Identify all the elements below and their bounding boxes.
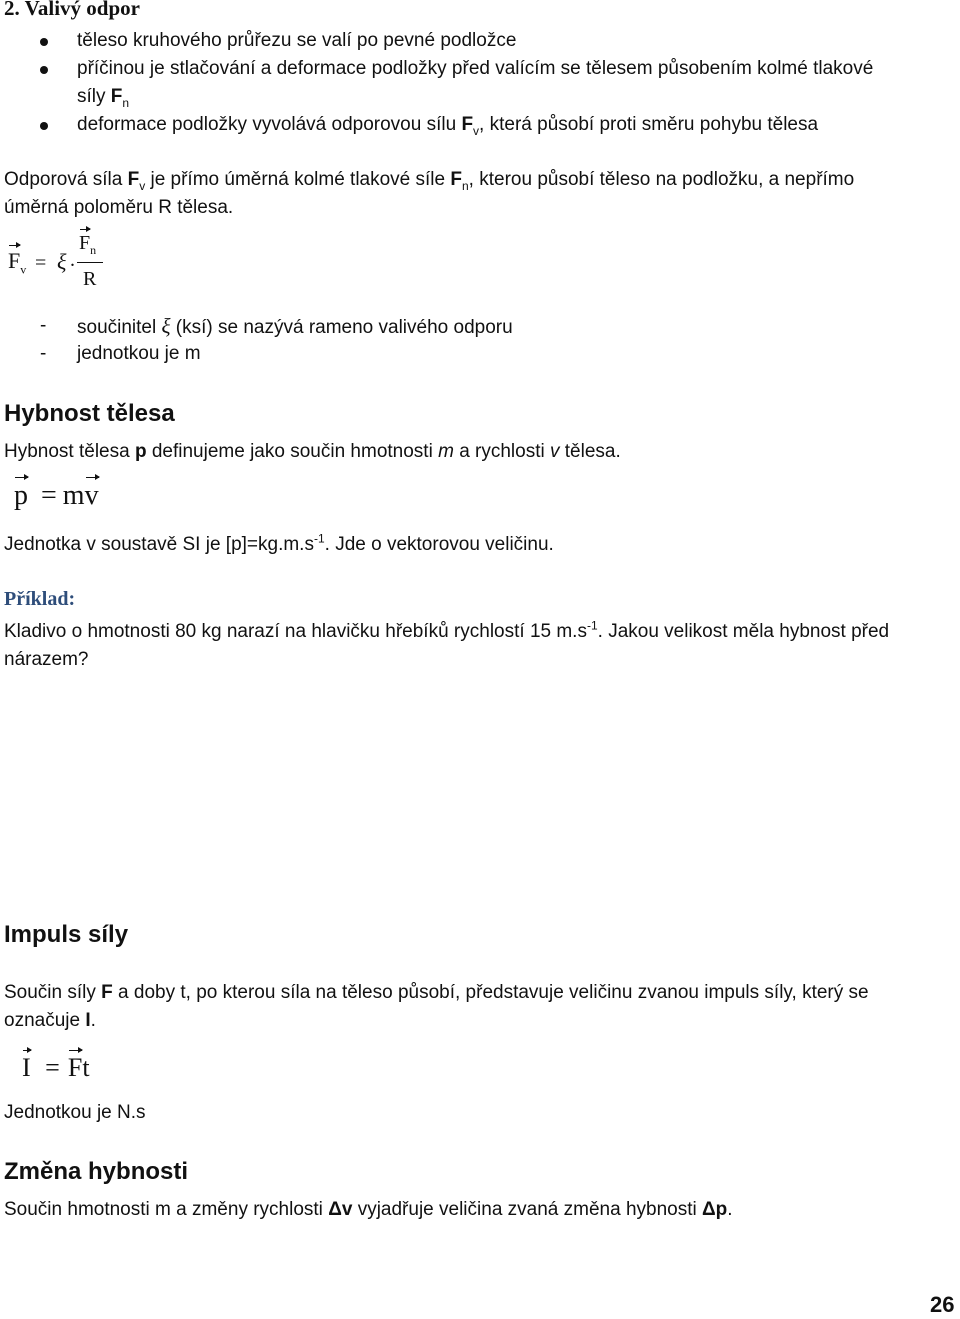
bullet-marker bbox=[40, 66, 48, 74]
bullet-item: těleso kruhového průřezu se valí po pevné podložce bbox=[77, 30, 517, 51]
rolling-paragraph-line1: Odporová síla $F_v$ je přímo úměrná kolmé tlakové síle $F_n$, kterou působí těleso na podložku, a nepřímo bbox=[4, 169, 855, 193]
formula-numerator: $F_n$ bbox=[79, 232, 97, 257]
bullet-item: příčinou je stlačování a deformace podložky před valícím se tělesem působením kolmé tlakové bbox=[77, 58, 874, 79]
bullet-item: deformace podložky vyvolává odporovou sílu $F_v$, která působí proti směru pohybu tělesa bbox=[77, 114, 819, 138]
formula-impulse: I = Ft bbox=[22, 1053, 90, 1082]
rolling-paragraph-line2: úměrná poloměru R tělesa. bbox=[4, 197, 234, 218]
impulse-unit: Jednotkou je N.s bbox=[4, 1102, 146, 1123]
formula-momentum: p = mv bbox=[14, 480, 99, 511]
example-text-line1: Kladivo o hmotnosti 80 kg narazí na hlavičku hřebíků rychlostí 15 $m.s^{-1}$. Jakou velikost měla hybnost před bbox=[4, 618, 890, 642]
bullet-marker bbox=[40, 122, 48, 130]
dash-item-unit: jednotkou je m bbox=[77, 343, 201, 364]
fraction-bar bbox=[77, 262, 103, 263]
bullet-marker bbox=[40, 38, 48, 46]
section-title: 2. Valivý odpor bbox=[4, 0, 140, 20]
bullet-item-continued: síly $F_n$ bbox=[77, 86, 130, 110]
momentum-definition: Hybnost tělesa p definujeme jako součin hmotnosti m a rychlosti v tělesa. bbox=[4, 441, 621, 462]
example-label: Příklad: bbox=[4, 588, 76, 610]
dash-item-xi: součinitel ξ (ksí) se nazývá rameno valivého odporu bbox=[77, 314, 513, 338]
page-number: 26 bbox=[930, 1292, 955, 1317]
formula-rolling-resistance: $F_v$ bbox=[8, 248, 27, 277]
formula-equals: = bbox=[35, 252, 47, 274]
impulse-text-line1: Součin síly F a doby t, po kterou síla na těleso působí, představuje veličinu zvanou impuls síly, který se bbox=[4, 982, 869, 1003]
momentum-change-text: Součin hmotnosti m a změny rychlosti Δv vyjadřuje veličina zvaná změna hybnosti Δp. bbox=[4, 1199, 733, 1220]
example-text-line2: nárazem? bbox=[4, 649, 89, 670]
formula-xi: ξ bbox=[57, 249, 67, 274]
heading-momentum-change: Změna hybnosti bbox=[4, 1158, 189, 1185]
formula-dot: . bbox=[70, 249, 75, 271]
heading-momentum: Hybnost tělesa bbox=[4, 400, 175, 427]
formula-denominator: R bbox=[83, 268, 97, 290]
dash-marker: - bbox=[40, 343, 47, 364]
impulse-text-line2: označuje I. bbox=[4, 1010, 96, 1031]
momentum-unit: Jednotka v soustavě SI je $[p]=kg.m.s^{-1}$. Jde o vektorovou veličinu. bbox=[4, 531, 554, 555]
heading-impulse: Impuls síly bbox=[4, 921, 129, 948]
dash-marker: - bbox=[40, 315, 47, 336]
